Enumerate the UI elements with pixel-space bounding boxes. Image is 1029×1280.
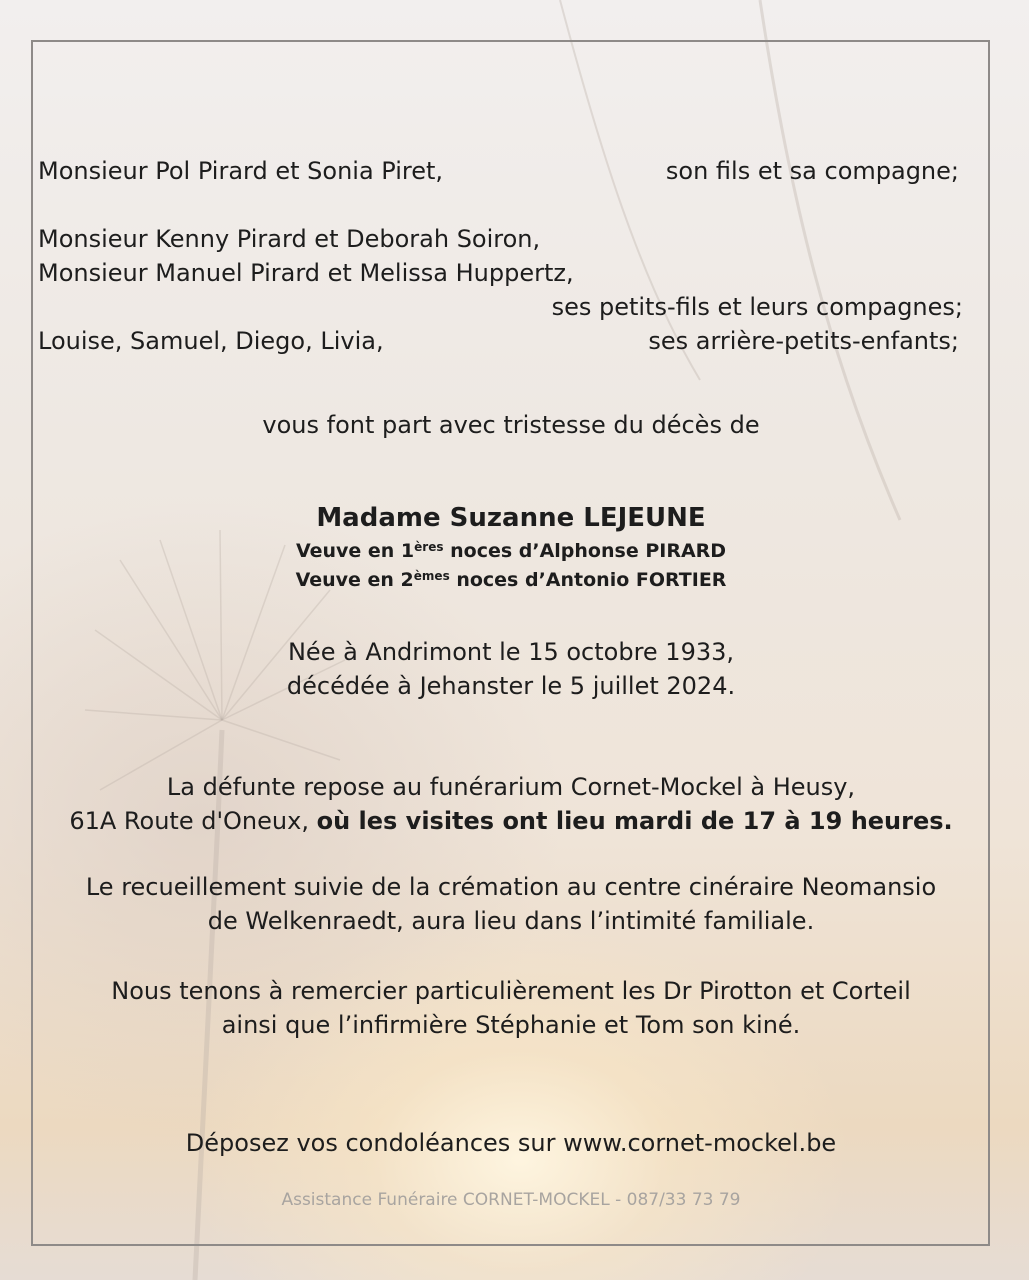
deceased-name: Madame Suzanne LEJEUNE [316, 503, 706, 533]
death-line: décédée à Jehanster le 5 juillet 2024. [286, 672, 736, 700]
family-row1-left: Monsieur Pol Pirard et Sonia Piret, [38, 157, 444, 185]
visit-line2: 61A Route d'Oneux, où les visites ont lieu mardi de 17 à 19 heures. [69, 807, 953, 835]
family-row4-right: ses petits-fils et leurs compagnes; [551, 293, 963, 321]
thanks-line2: ainsi que l’infirmière Stéphanie et Tom son kiné. [221, 1011, 801, 1039]
veuve-first-marriage: Veuve en 1ères noces d’Alphonse PIRARD [295, 540, 727, 562]
visit-line1: La défunte repose au funérarium Cornet-Mockel à Heusy, [166, 773, 856, 801]
family-row3-left: Monsieur Manuel Pirard et Melissa Huppertz, [38, 259, 574, 287]
announcement-text: vous font part avec tristesse du décès de [262, 411, 760, 439]
thanks-line1: Nous tenons à remercier particulièrement les Dr Pirotton et Corteil [111, 977, 911, 1005]
veuve-second-marriage: Veuve en 2èmes noces d’Antonio FORTIER [295, 569, 727, 591]
ceremony-line2: de Welkenraedt, aura lieu dans l’intimité familiale. [207, 907, 815, 935]
ceremony-line1: Le recueillement suivie de la crémation au centre cinéraire Neomansio [85, 873, 937, 901]
birth-line: Née à Andrimont le 15 octobre 1933, [287, 638, 735, 666]
family-row5-right: ses arrière-petits-enfants; [648, 327, 959, 355]
family-row1-right: son fils et sa compagne; [665, 157, 959, 185]
footer-assistance: Assistance Funéraire CORNET-MOCKEL - 087/33 73 79 [281, 1190, 741, 1210]
condolences-line: Déposez vos condoléances sur www.cornet-mockel.be [185, 1129, 837, 1157]
family-row2-left: Monsieur Kenny Pirard et Deborah Soiron, [38, 225, 541, 253]
family-row5-left: Louise, Samuel, Diego, Livia, [38, 327, 384, 355]
